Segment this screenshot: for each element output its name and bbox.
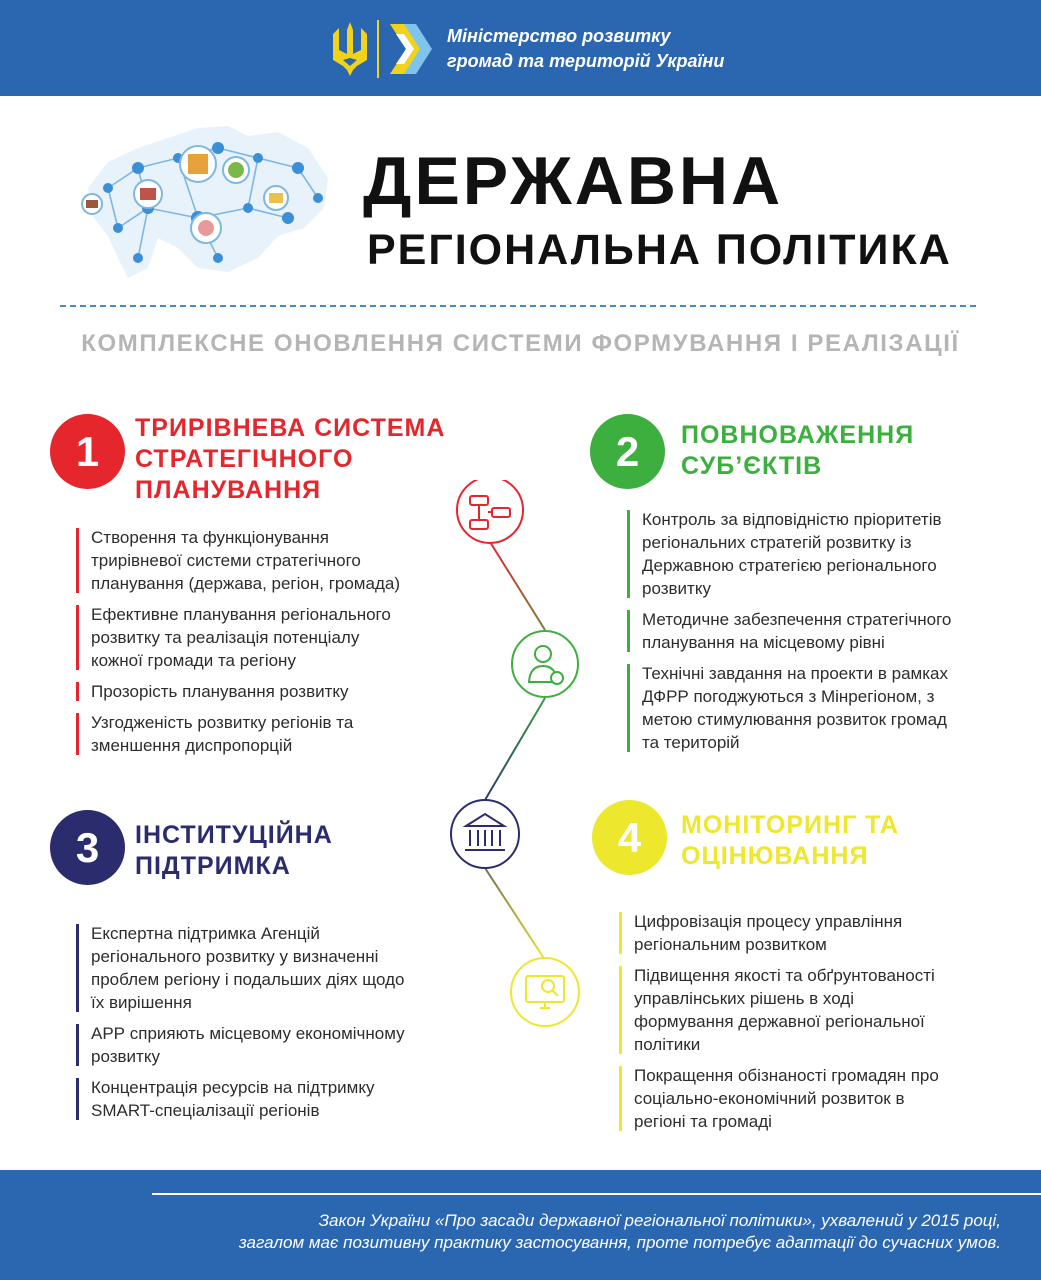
trident-icon: [331, 20, 369, 78]
list-item-line: метою стимулювання розвиток громад: [642, 710, 947, 729]
section-1-title-line: ПЛАНУВАННЯ: [135, 476, 322, 504]
list-item: [76, 526, 400, 595]
section-1-title-line: СТРАТЕГІЧНОГО: [135, 445, 354, 473]
list-item-line: формування державної регіональної: [634, 1012, 925, 1031]
list-item-line: розвитку та реалізація потенціалу: [91, 628, 360, 647]
list-item-line: розвитку: [642, 579, 711, 598]
page-title: ДЕРЖАВНА: [363, 143, 784, 219]
government-building-icon: [451, 800, 519, 868]
list-item-line: Концентрація ресурсів на підтримку: [91, 1078, 375, 1097]
list-item-line: зменшення диспропорцій: [91, 736, 293, 755]
list-item-line: Узгодженість розвитку регіонів та: [91, 713, 354, 732]
list-item-line: планування на місцевому рівні: [642, 633, 885, 652]
section-4-list: [619, 910, 939, 1141]
list-item-line: та територій: [642, 733, 740, 752]
list-item-line: Ефективне планування регіонального: [91, 605, 391, 624]
list-item: [619, 910, 939, 956]
list-item-line: їх вирішення: [91, 993, 192, 1012]
list-item-line: SMART-спеціалізації регіонів: [91, 1101, 320, 1120]
section-4-number: 4: [592, 800, 667, 875]
page-subtitle: РЕГІОНАЛЬНА ПОЛІТИКА: [367, 226, 952, 274]
section-4-title-line: МОНІТОРИНГ ТА: [681, 811, 899, 839]
connector-path: [430, 480, 600, 1040]
list-item-line: трирівневої системи стратегічного: [91, 551, 361, 570]
list-item: [76, 711, 400, 757]
person-gear-icon: [512, 631, 578, 697]
section-3-title: [135, 820, 333, 882]
list-item-line: ДФРР погоджуються з Мінрегіоном, з: [642, 687, 935, 706]
list-item: [76, 680, 400, 703]
list-item-line: Покращення обізнаності громадян про: [634, 1066, 939, 1085]
list-item-line: планування (держава, регіон, громада): [91, 574, 400, 593]
list-item-line: Державною стратегією регіонального: [642, 556, 937, 575]
footer-line: загалом має позитивну практику застосування, проте потребує адаптації до сучасних умов.: [238, 1233, 1001, 1252]
ministry-name-line1: Міністерство розвитку: [447, 26, 671, 46]
list-item: [627, 508, 951, 600]
section-2-list: [627, 508, 951, 762]
section-1-title: [135, 413, 445, 506]
section-1-list: [76, 526, 400, 765]
list-item-line: Методичне забезпечення стратегічного: [642, 610, 952, 629]
list-item-line: регіональних стратегій розвитку із: [642, 533, 912, 552]
list-item-line: Експертна підтримка Агенцій: [91, 924, 320, 943]
list-item-line: Підвищення якості та обґрунтованості: [634, 966, 935, 985]
list-item-line: регіонального розвитку у визначенні: [91, 947, 379, 966]
section-1-number: 1: [50, 414, 125, 489]
list-item-line: Цифровізація процесу управління: [634, 912, 903, 931]
list-item-line: Технічні завдання на проекти в рамках: [642, 664, 948, 683]
list-item: [619, 1064, 939, 1133]
section-3-title-line: ПІДТРИМКА: [135, 852, 291, 880]
list-item: [627, 608, 951, 654]
section-2-title: [681, 420, 914, 482]
list-item-line: Створення та функціонування: [91, 528, 329, 547]
list-item-line: соціально-економічний розвиток в: [634, 1089, 905, 1108]
list-item-line: регіоні та громаді: [634, 1112, 772, 1131]
chevrons-logo-icon: [386, 20, 432, 78]
ministry-name: [447, 24, 747, 74]
list-item: [76, 1022, 405, 1068]
footer-law-text: [101, 1210, 1001, 1254]
footer-rule: [152, 1193, 1041, 1195]
list-item: [619, 964, 939, 1056]
header-divider: [377, 20, 379, 78]
list-item-line: політики: [634, 1035, 701, 1054]
section-2-title-line: ПОВНОВАЖЕННЯ: [681, 421, 915, 449]
section-3-list: [76, 922, 405, 1130]
list-item-line: Контроль за відповідністю пріоритетів: [642, 510, 942, 529]
footer-line: Закон України «Про засади державної регіональної політики», ухвалений у 2015 році,: [318, 1211, 1001, 1230]
ukraine-network-map-icon: [78, 118, 340, 282]
section-2-title-line: СУБ’ЄКТІВ: [681, 452, 823, 480]
list-item-line: Прозорість планування розвитку: [91, 682, 349, 701]
section-1-title-line: ТРИРІВНЕВА СИСТЕМА: [135, 414, 446, 442]
dashed-divider: [60, 305, 976, 307]
list-item-line: АРР сприяють місцевому економічному: [91, 1024, 405, 1043]
flowchart-icon: [457, 480, 523, 543]
section-3-number: 3: [50, 810, 125, 885]
ministry-name-line2: громад та територій України: [447, 51, 725, 71]
list-item: [76, 922, 405, 1014]
tagline: КОМПЛЕКСНЕ ОНОВЛЕННЯ СИСТЕМИ ФОРМУВАННЯ І РЕАЛІЗАЦІЇ: [81, 330, 960, 357]
section-4-title: [681, 810, 899, 872]
section-2-number: 2: [590, 414, 665, 489]
section-3-title-line: ІНСТИТУЦІЙНА: [135, 821, 333, 849]
header-bar: [0, 0, 1041, 96]
list-item-line: проблем регіону і подальших діях щодо: [91, 970, 405, 989]
monitor-magnifier-icon: [511, 958, 579, 1026]
list-item-line: регіональним розвитком: [634, 935, 827, 954]
list-item: [76, 1076, 405, 1122]
list-item-line: управлінських рішень в ході: [634, 989, 854, 1008]
section-4-title-line: ОЦІНЮВАННЯ: [681, 842, 869, 870]
list-item-line: розвитку: [91, 1047, 160, 1066]
list-item: [76, 603, 400, 672]
list-item-line: кожної громади та регіону: [91, 651, 296, 670]
list-item: [627, 662, 951, 754]
